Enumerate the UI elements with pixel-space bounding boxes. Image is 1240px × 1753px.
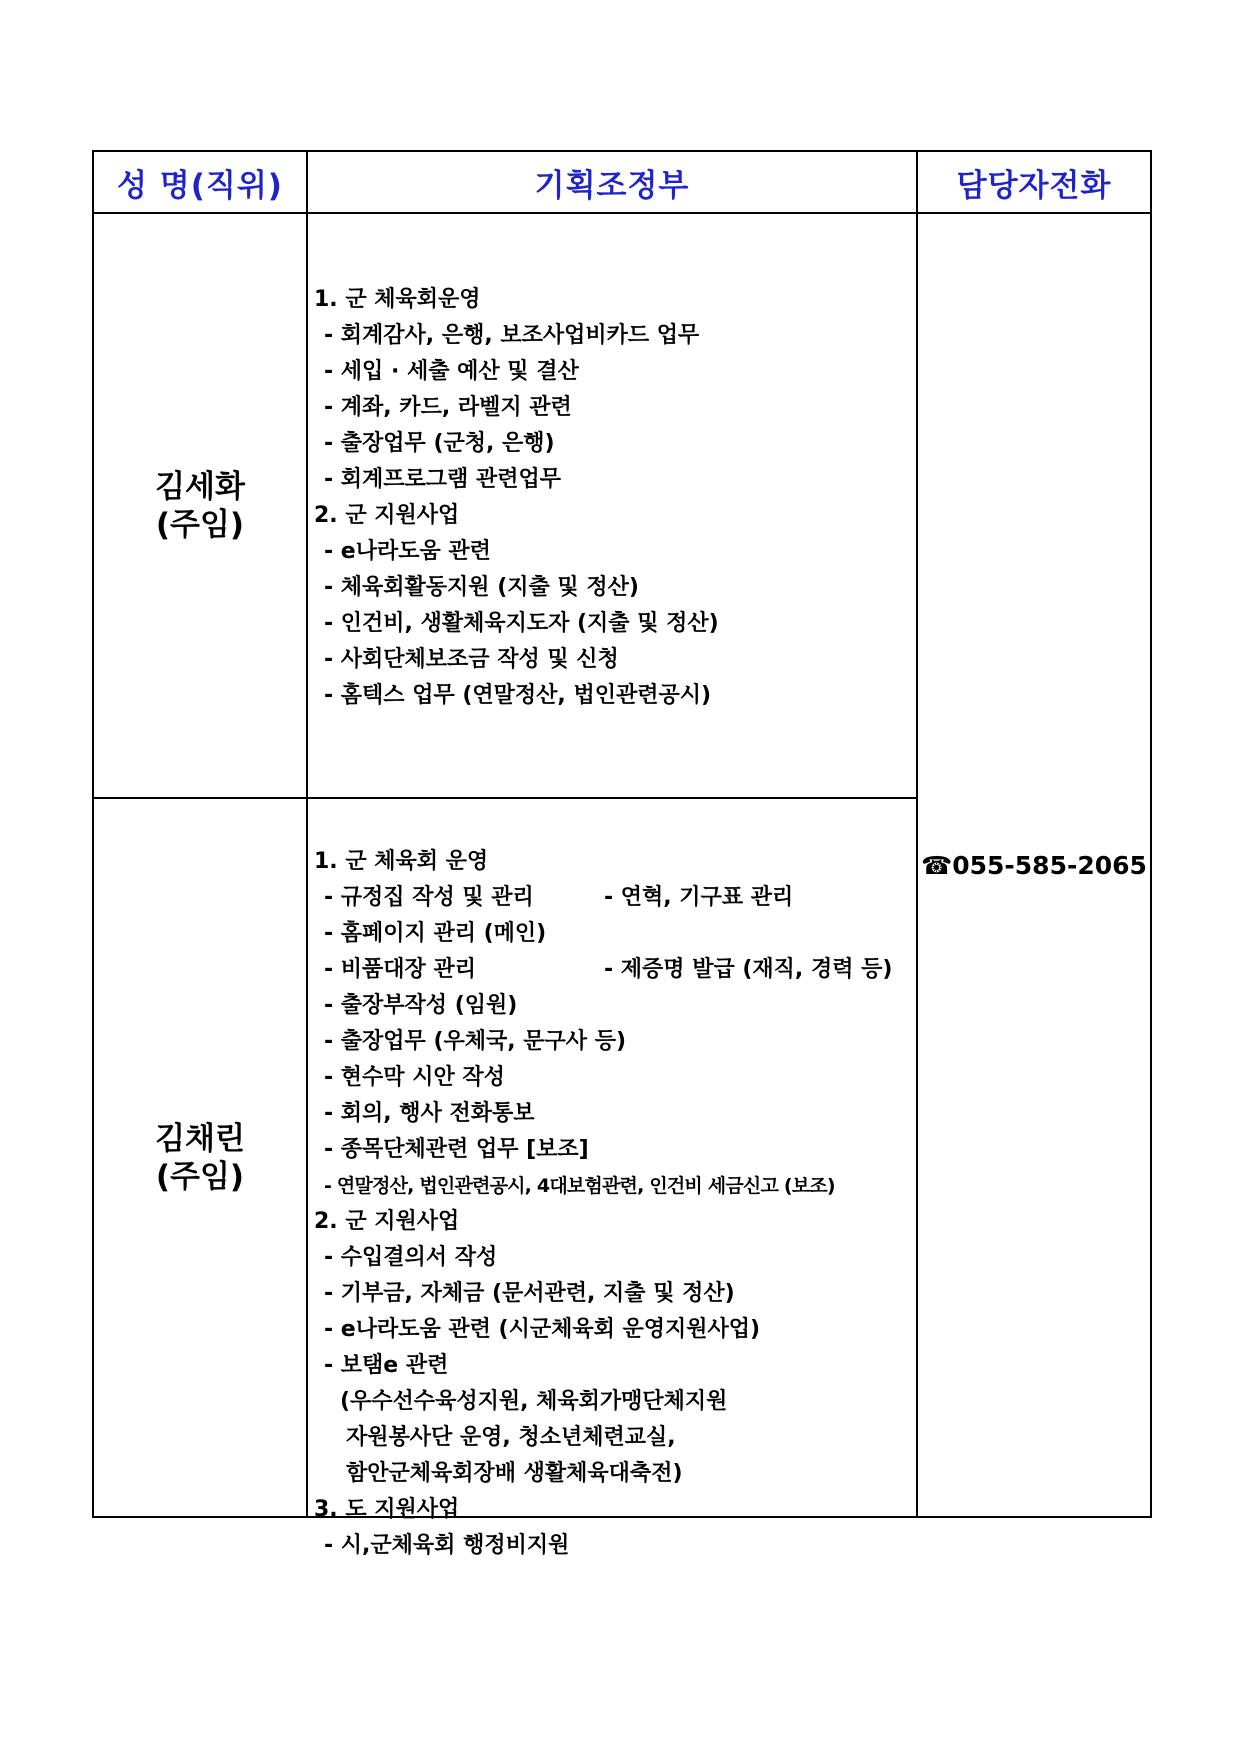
- duty-item: - 회계감사, 은행, 보조사업비카드 업무: [324, 323, 700, 348]
- duty-item: - 수입결의서 작성: [324, 1245, 498, 1270]
- duty-item: - 시,군체육회 행정비지원: [324, 1533, 570, 1558]
- duty-heading: 3. 도 지원사업: [314, 1497, 460, 1522]
- duty-heading: 2. 군 지원사업: [314, 1209, 460, 1234]
- duty-item: - 기부금, 자체금 (문서관련, 지출 및 정산): [324, 1281, 735, 1306]
- duty-item: - 홈페이지 관리 (메인): [324, 921, 547, 946]
- staff-2-title: (주임): [155, 1158, 245, 1195]
- staff-2-name: 김채린: [155, 1120, 245, 1157]
- duty-item: - 규정집 작성 및 관리: [324, 885, 534, 910]
- header-phone-col: [918, 152, 1150, 212]
- duty-heading: 1. 군 체육회운영: [314, 287, 481, 312]
- duty-item: - 출장부작성 (임원): [324, 993, 518, 1018]
- duty-item: - 회계프로그램 관련업무: [324, 467, 561, 492]
- duty-item: - 회의, 행사 전화통보: [324, 1101, 535, 1126]
- staff-1-title: (주임): [155, 506, 245, 543]
- duty-item: - 출장업무 (군청, 은행): [324, 431, 555, 456]
- duty-item: - 계좌, 카드, 라벨지 관련: [324, 395, 572, 420]
- phone-cell: [918, 214, 1150, 1516]
- duty-heading: 1. 군 체육회 운영: [314, 849, 489, 874]
- duty-item: - 세입 · 세출 예산 및 결산: [324, 359, 579, 384]
- duty-item-pair: [314, 880, 916, 916]
- duty-subitem: 자원봉사단 운영, 청소년체련교실,: [346, 1425, 676, 1450]
- duty-item: - 인건비, 생활체육지도자 (지출 및 정산): [324, 611, 719, 636]
- duty-item: - 홈텍스 업무 (연말정산, 법인관련공시): [324, 683, 712, 708]
- header-name-label: 성 명(직위): [117, 167, 283, 204]
- duty-item: - 제증명 발급 (재직, 경력 등): [604, 957, 893, 982]
- duty-item: - e나라도움 관련 (시군체육회 운영지원사업): [324, 1317, 761, 1342]
- duty-item: - 체육회활동지원 (지출 및 정산): [324, 575, 639, 600]
- duty-item: - 비품대장 관리: [324, 957, 476, 982]
- duty-heading: 2. 군 지원사업: [314, 503, 460, 528]
- staff-2-duties: [308, 844, 916, 1564]
- duty-item: - 사회단체보조금 작성 및 신청: [324, 647, 619, 672]
- staff-2-name-cell: [94, 799, 306, 1516]
- duty-item: - 연말정산, 법인관련공시, 4대보험관련, 인건비 세금신고 (보조): [324, 1175, 835, 1197]
- staff-1-name: 김세화: [155, 468, 245, 505]
- duty-table: [92, 150, 1152, 1558]
- duty-item: - 출장업무 (우체국, 문구사 등): [324, 1029, 627, 1054]
- duty-item: - e나라도움 관련: [324, 539, 491, 564]
- staff-1-duties: [308, 282, 916, 714]
- duty-subitem: (우수선수육성지원, 체육회가맹단체지원: [340, 1389, 728, 1414]
- header-dept-col: [308, 152, 916, 212]
- duty-item-pair: [314, 952, 916, 988]
- header-phone-label: 담당자전화: [956, 167, 1112, 204]
- header-name-col: [94, 152, 306, 212]
- duty-item: - 보탬e 관련: [324, 1353, 449, 1378]
- duty-subitem: 함안군체육회장배 생활체육대축전): [346, 1461, 683, 1486]
- header-dept-label: 기획조정부: [534, 167, 690, 204]
- duty-item: - 연혁, 기구표 관리: [604, 885, 794, 910]
- duty-item: - 종목단체관련 업무 [보조]: [324, 1137, 589, 1162]
- duty-item: - 현수막 시안 작성: [324, 1065, 505, 1090]
- staff-1-name-cell: [94, 214, 306, 797]
- phone-number: ☎055-585-2065: [921, 850, 1147, 880]
